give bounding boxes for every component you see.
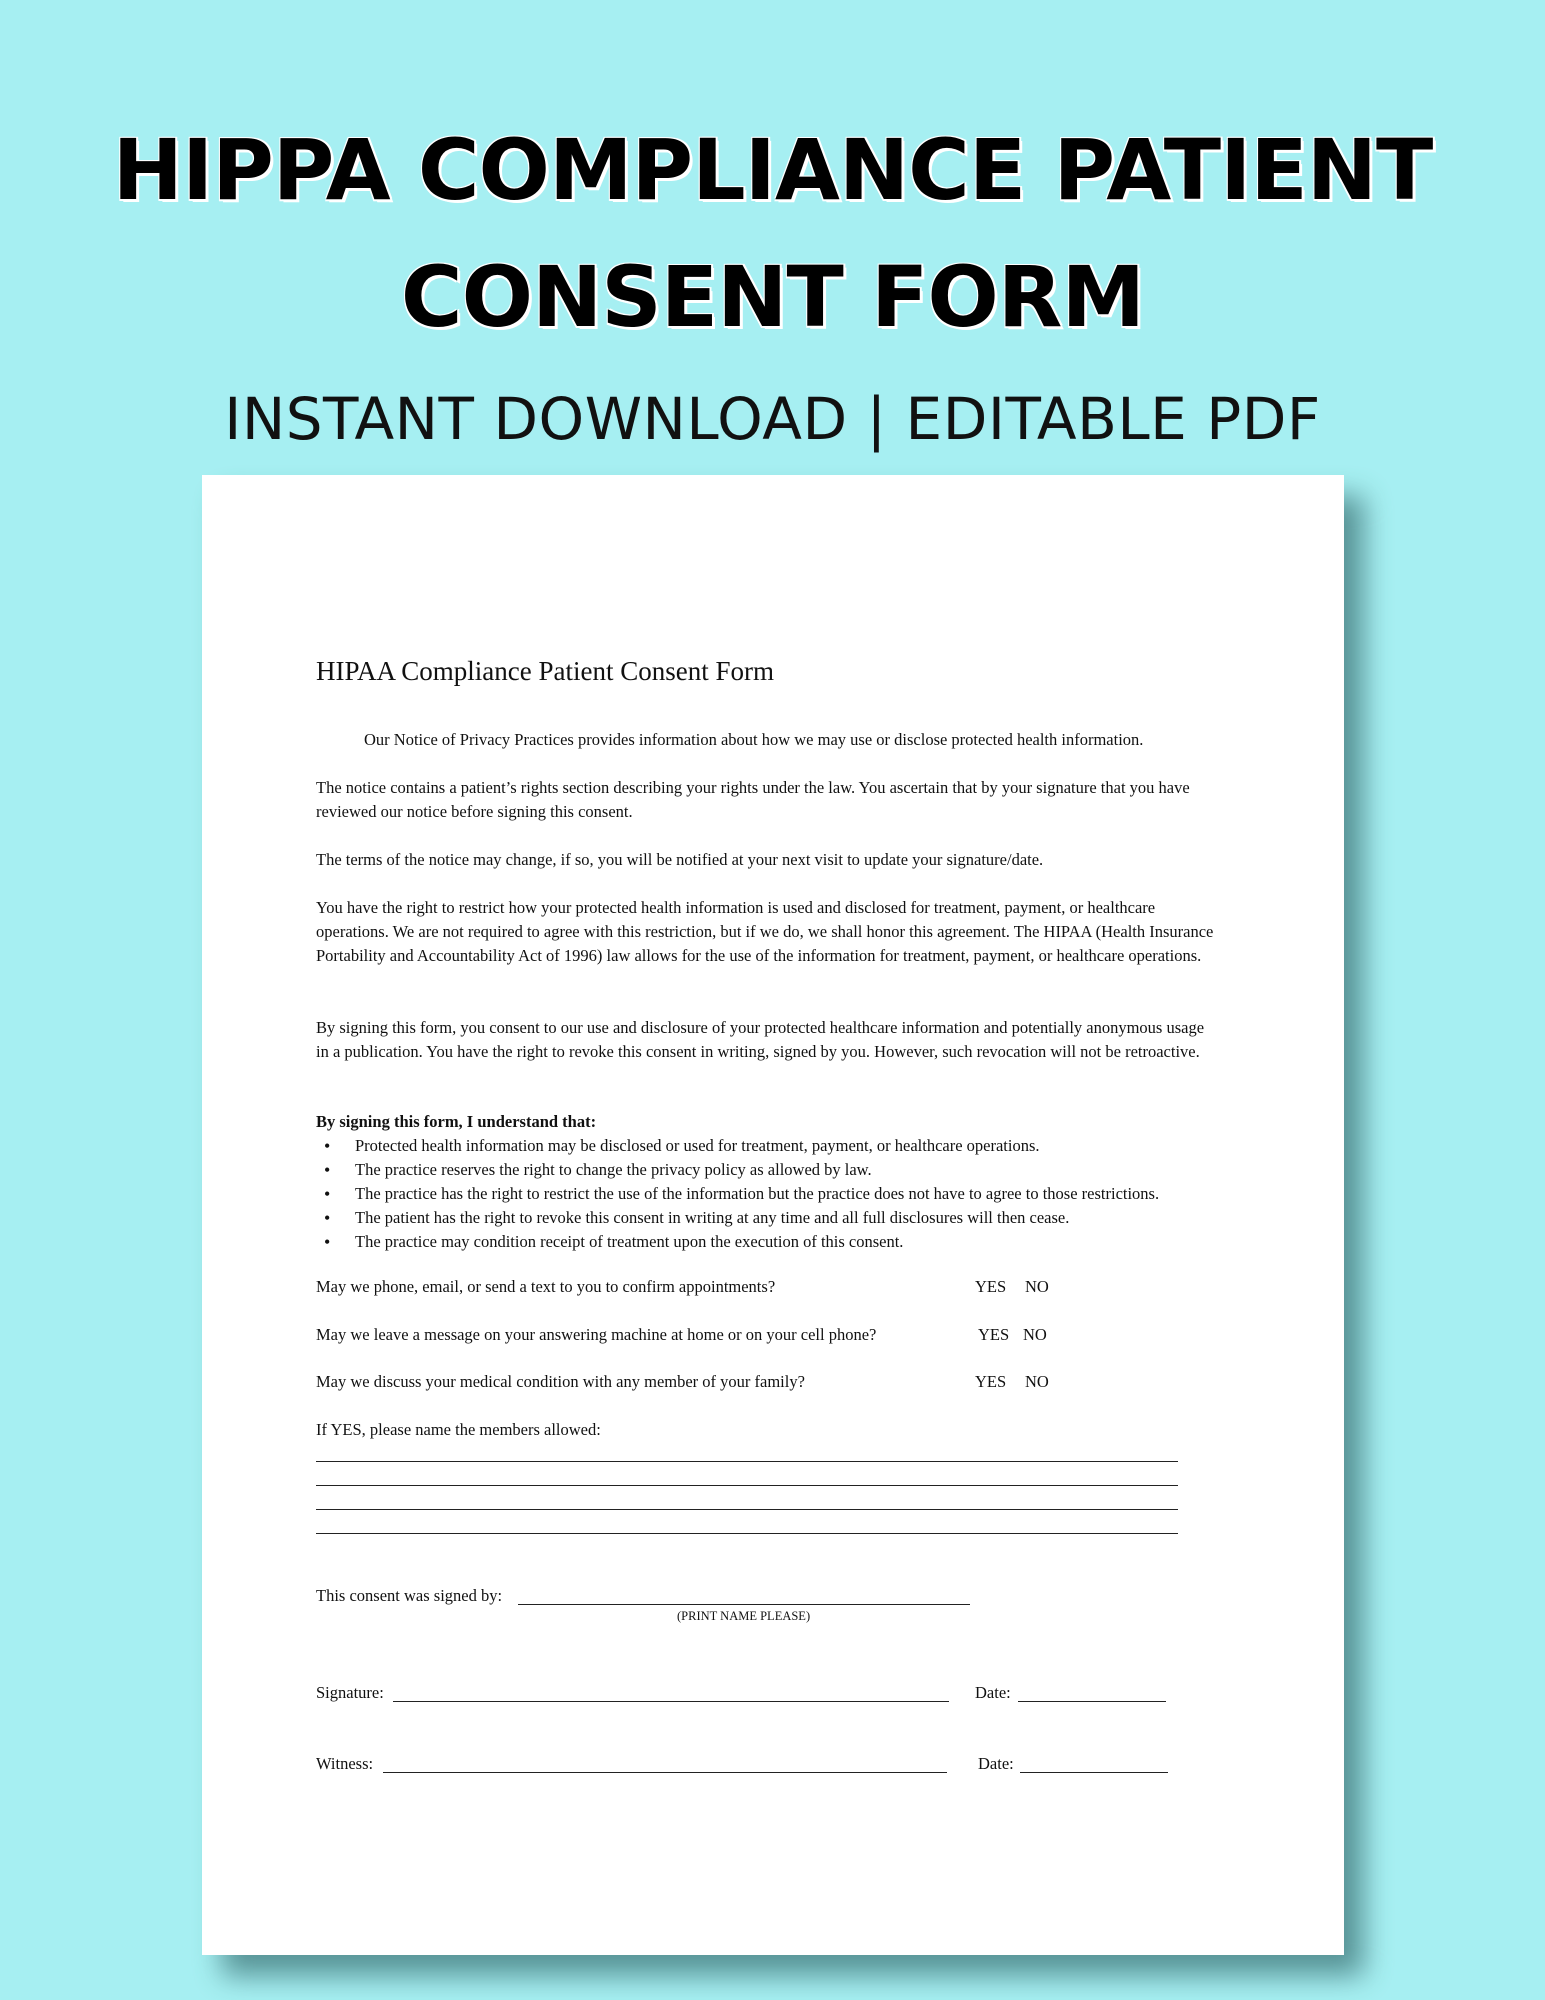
members-line-4[interactable] bbox=[316, 1533, 1178, 1534]
paragraph-restriction-right: You have the right to restrict how your protected health information is used and disclosed for treatment, payment, or healthcare operations. We are not required to agree with this restriction, but if we do, we shall honor this agreement. The HIPAA (Health Insurance Portability and Accountability Act of 1996) law allows for the use of the information for treatment, payment, or healthcare operations. bbox=[316, 898, 1214, 965]
no-option-q3[interactable]: NO bbox=[1025, 1372, 1049, 1391]
signature-label: Signature: bbox=[316, 1683, 384, 1702]
list-item: • The practice may condition receipt of treatment upon the execution of this consent. bbox=[316, 1230, 1216, 1254]
form-title: HIPAA Compliance Patient Consent Form bbox=[316, 656, 774, 686]
yes-option-q3[interactable]: YES bbox=[975, 1372, 1007, 1391]
paragraph-consent-disclosure: By signing this form, you consent to our use and disclosure of your protected healthcare information and potentially anonymous usage in a publication. You have the right to revoke this consent in writing, signed by you. However, such revocation will not be retroactive. bbox=[316, 1018, 1205, 1061]
understand-list bbox=[316, 1134, 1216, 1254]
no-option-q1[interactable]: NO bbox=[1025, 1277, 1049, 1296]
yes-option-q2[interactable]: YES bbox=[978, 1325, 1010, 1344]
yes-option-q1[interactable]: YES bbox=[975, 1277, 1007, 1296]
members-line-1[interactable] bbox=[316, 1461, 1178, 1462]
paragraph-patient-rights: The notice contains a patient’s rights section describing your rights under the law. You ascertain that by your signature that you have reviewed our notice before signing this consent. bbox=[316, 778, 1190, 821]
understand-heading: By signing this form, I understand that: bbox=[316, 1112, 597, 1131]
question-confirm-appointments: May we phone, email, or send a text to you to confirm appointments? bbox=[316, 1277, 776, 1296]
paragraph-terms-change: The terms of the notice may change, if so, you will be notified at your next visit to update your signature/date. bbox=[316, 850, 1044, 869]
banner-title-line2: CONSENT FORM bbox=[400, 248, 1145, 346]
list-item: • The practice has the right to restrict the use of the information but the practice does not have to agree to those restrictions. bbox=[316, 1182, 1216, 1206]
signed-by-label: This consent was signed by: bbox=[316, 1586, 503, 1605]
list-item: • The practice reserves the right to change the privacy policy as allowed by law. bbox=[316, 1158, 1216, 1182]
print-name-note: (PRINT NAME PLEASE) bbox=[677, 1609, 811, 1623]
question-leave-message: May we leave a message on your answering machine at home or on your cell phone? bbox=[316, 1325, 877, 1344]
witness-label: Witness: bbox=[316, 1754, 374, 1773]
list-item: • The patient has the right to revoke this consent in writing at any time and all full disclosures will then cease. bbox=[316, 1206, 1216, 1230]
members-line-3[interactable] bbox=[316, 1509, 1178, 1510]
signed-by-field[interactable] bbox=[518, 1604, 970, 1605]
witness-date-field[interactable] bbox=[1020, 1772, 1168, 1773]
signature-date-label: Date: bbox=[975, 1683, 1011, 1702]
members-line-2[interactable] bbox=[316, 1485, 1178, 1486]
banner-title-line1: HIPPA COMPLIANCE PATIENT bbox=[112, 121, 1433, 219]
signature-field[interactable] bbox=[393, 1701, 949, 1702]
paragraph-notice-intro: Our Notice of Privacy Practices provides information about how we may use or disclose protected health information. bbox=[364, 730, 1144, 749]
members-label: If YES, please name the members allowed: bbox=[316, 1420, 601, 1439]
question-discuss-family: May we discuss your medical condition with any member of your family? bbox=[316, 1372, 805, 1391]
signature-date-field[interactable] bbox=[1018, 1701, 1166, 1702]
banner-subtitle: INSTANT DOWNLOAD | EDITABLE PDF bbox=[224, 385, 1321, 453]
no-option-q2[interactable]: NO bbox=[1023, 1325, 1047, 1344]
witness-field[interactable] bbox=[383, 1772, 947, 1773]
witness-date-label: Date: bbox=[978, 1754, 1014, 1773]
list-item: • Protected health information may be disclosed or used for treatment, payment, or healthcare operations. bbox=[316, 1134, 1216, 1158]
